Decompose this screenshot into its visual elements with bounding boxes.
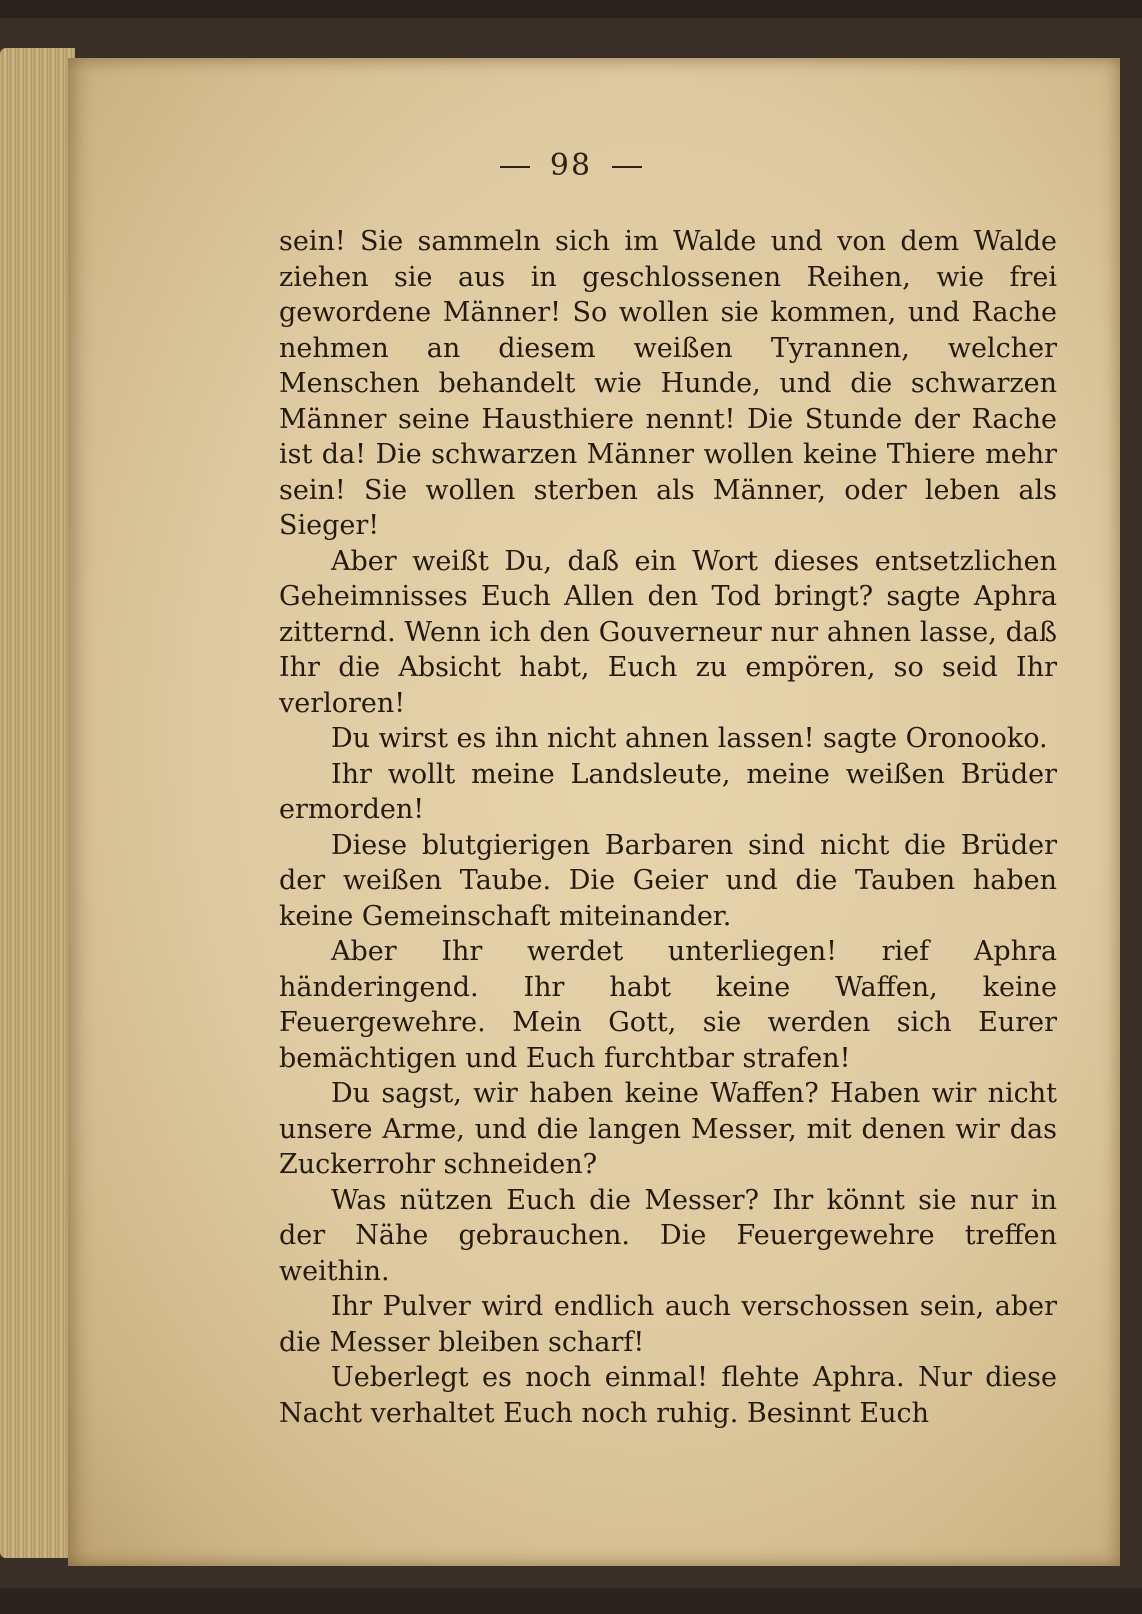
paragraph: Diese blutgierigen Barbaren sind nicht die Brüder der weißen Taube. Die Geier und die Tauben haben keine Gemeinschaft miteinander. <box>279 829 1057 932</box>
body-text <box>279 224 1057 1431</box>
paragraph: Ueberlegt es noch einmal! flehte Aphra. Nur diese Nacht verhaltet Euch noch ruhig. Besinnt Euch <box>279 1362 1057 1429</box>
page-number-value: 98 <box>549 148 593 183</box>
page-number-dash-right <box>612 166 642 168</box>
page-edges <box>0 48 75 1558</box>
paragraph: Was nützen Euch die Messer? Ihr könnt sie nur in der Nähe gebrauchen. Die Feuergewehre treffen weithin. <box>279 1184 1057 1287</box>
paragraph: Du sagst, wir haben keine Waffen? Haben wir nicht unsere Arme, und die langen Messer, mit denen wir das Zuckerrohr schneiden? <box>279 1078 1057 1180</box>
paragraph: sein! Sie sammeln sich im Walde und von dem Walde ziehen sie aus in geschlossenen Reihen, wie frei gewordene Männer! So wollen sie kommen, und Rache nehmen an diesem weißen Tyrannen, welcher Menschen behandelt wie Hunde, und die schwarzen Männer seine Hausthiere nennt! Die Stunde der Rache ist da! Die schwarzen Männer wollen keine Thiere mehr sein! Sie wollen sterben als Männer, oder leben als Sieger! <box>279 226 1057 541</box>
paragraph: Aber weißt Du, daß ein Wort dieses entsetzlichen Geheimnisses Euch Allen den Tod bringt? sagte Aphra zitternd. Wenn ich den Gouverneur nur ahnen lasse, daß Ihr die Absicht habt, Euch zu empören, so seid Ihr verloren! <box>279 545 1057 719</box>
paragraph: Ihr Pulver wird endlich auch verschossen sein, aber die Messer bleiben scharf! <box>279 1291 1057 1358</box>
page-number <box>0 148 1142 183</box>
paragraph: Aber Ihr werdet unterliegen! rief Aphra händeringend. Ihr habt keine Waffen, keine Feuergewehre. Mein Gott, sie werden sich Eurer bemächtigen und Euch furchtbar strafen! <box>279 936 1057 1074</box>
page-number-dash-left <box>500 166 530 168</box>
paragraph: Du wirst es ihn nicht ahnen lassen! sagte Oronooko. <box>331 723 1048 754</box>
paragraph: Ihr wollt meine Landsleute, meine weißen Brüder ermorden! <box>279 758 1057 825</box>
